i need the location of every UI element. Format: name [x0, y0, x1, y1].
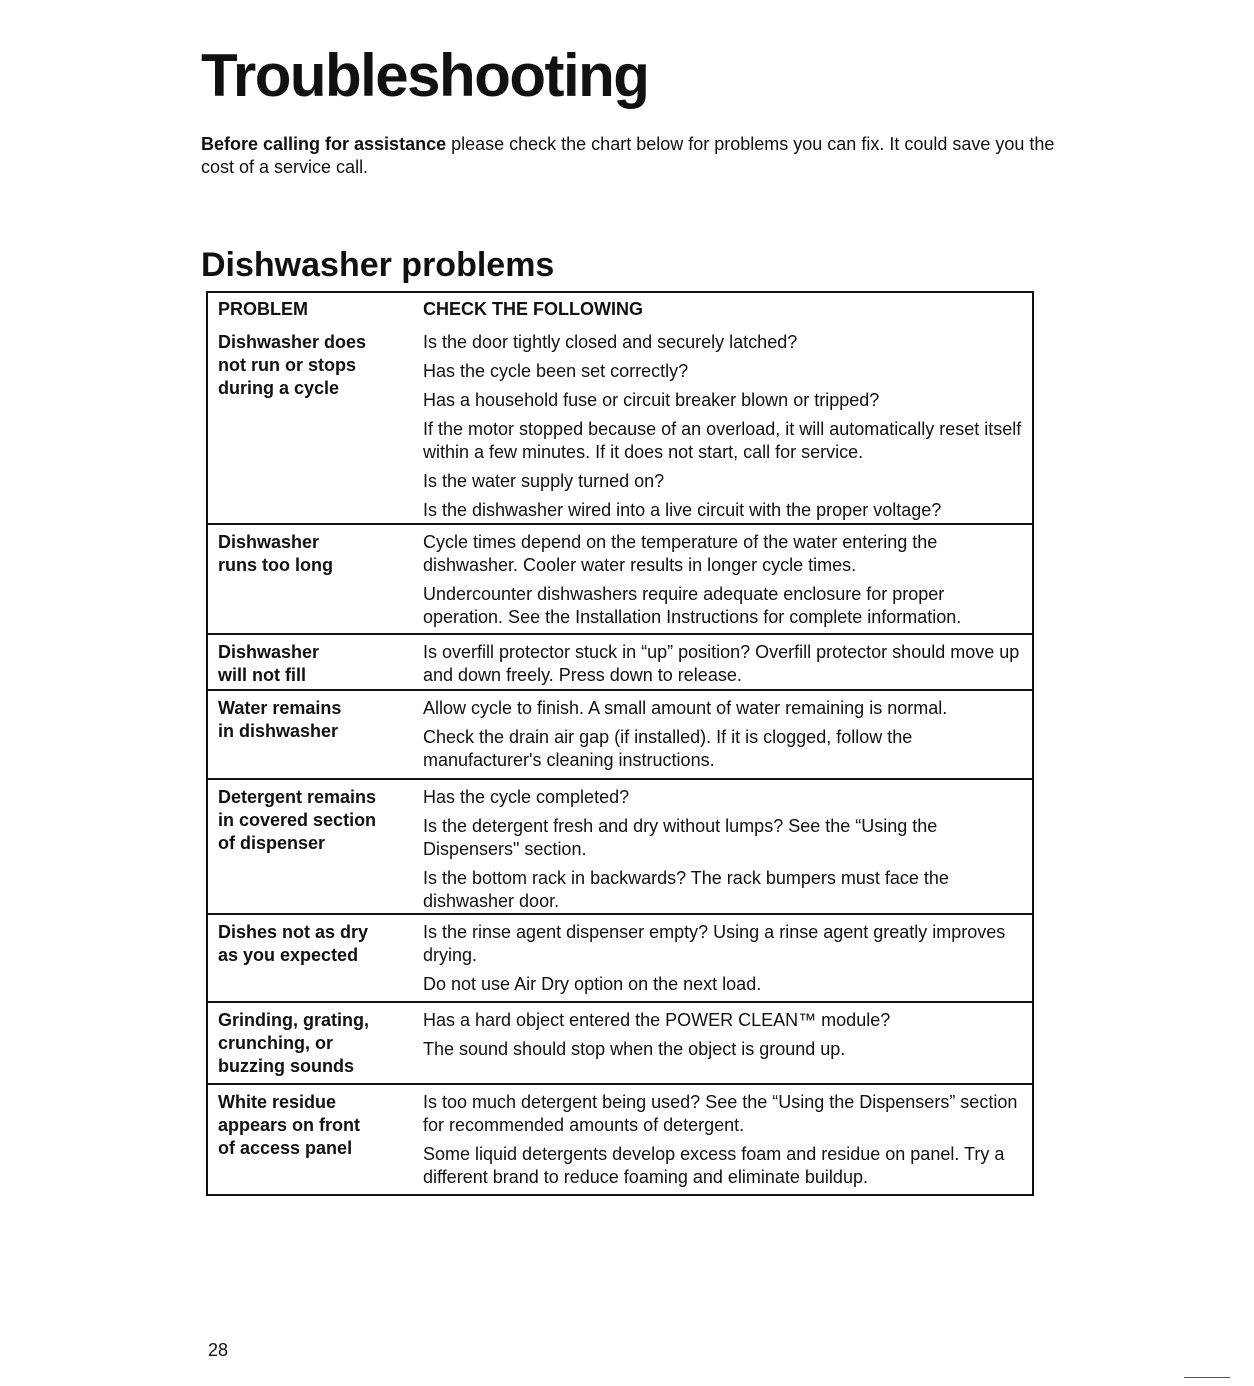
- problem-line: White residue: [218, 1092, 337, 1112]
- intro-text: please check the chart below for problems you can fix. It could save you the cost of a service call.: [201, 134, 1055, 177]
- check-cell: [413, 635, 1032, 689]
- problem-cell: [208, 691, 413, 778]
- check-item: Is the rinse agent dispenser empty? Using a rinse agent greatly improves drying.: [423, 922, 1006, 965]
- check-item: Has a household fuse or circuit breaker blown or tripped?: [423, 390, 880, 410]
- table-row: [208, 913, 1032, 1001]
- check-cell: [413, 780, 1032, 913]
- intro-paragraph: [201, 133, 1061, 179]
- problem-cell: [208, 780, 413, 913]
- table-row: [208, 523, 1032, 633]
- problem-line: in covered section: [218, 810, 377, 830]
- problem-line: Water remains: [218, 698, 342, 718]
- problem-line: as you expected: [218, 945, 359, 965]
- problem-line: Dishwasher: [218, 532, 320, 552]
- problem-cell: [208, 1003, 413, 1083]
- corner-rule: [1184, 1377, 1230, 1378]
- problem-line: Dishes not as dry: [218, 922, 369, 942]
- table-body: [208, 325, 1032, 1194]
- check-cell: [413, 1085, 1032, 1194]
- problem-line: of dispenser: [218, 833, 326, 853]
- problem-line: of access panel: [218, 1138, 353, 1158]
- section-title: Dishwasher problems: [201, 246, 555, 284]
- check-item: Has the cycle completed?: [423, 787, 630, 807]
- page-title: Troubleshooting: [201, 42, 649, 109]
- table-row: [208, 325, 1032, 523]
- header-check: CHECK THE FOLLOWING: [423, 299, 643, 319]
- problem-cell: [208, 635, 413, 689]
- problem-line: during a cycle: [218, 378, 340, 398]
- check-item: The sound should stop when the object is ground up.: [423, 1039, 846, 1059]
- check-item: Is the detergent fresh and dry without lumps? See the “Using the Dispensers" section.: [423, 816, 938, 859]
- problem-line: Grinding, grating,: [218, 1010, 369, 1030]
- table-header-row: [208, 293, 1032, 325]
- problem-line: runs too long: [218, 555, 333, 575]
- troubleshooting-table: [206, 291, 1034, 1196]
- problem-line: will not fill: [218, 665, 306, 685]
- problem-cell: [208, 915, 413, 1001]
- problem-line: Detergent remains: [218, 787, 377, 807]
- problem-line: crunching, or: [218, 1033, 334, 1053]
- table-row: [208, 1001, 1032, 1083]
- check-item: Check the drain air gap (if installed). If it is clogged, follow the manufacturer's cleaning instructions.: [423, 727, 913, 770]
- check-item: Some liquid detergents develop excess foam and residue on panel. Try a different brand to reduce foaming and eliminate buildup.: [423, 1144, 1005, 1187]
- check-item: Allow cycle to finish. A small amount of water remaining is normal.: [423, 698, 948, 718]
- check-item: Has the cycle been set correctly?: [423, 361, 689, 381]
- problem-cell: [208, 325, 413, 523]
- problem-line: Dishwasher does: [218, 332, 367, 352]
- problem-line: buzzing sounds: [218, 1056, 354, 1076]
- page-number: 28: [208, 1340, 229, 1360]
- check-cell: [413, 691, 1032, 778]
- table-row: [208, 778, 1032, 913]
- header-problem: PROBLEM: [218, 299, 308, 319]
- check-item: Is the bottom rack in backwards? The rack bumpers must face the dishwasher door.: [423, 868, 949, 911]
- check-cell: [413, 1003, 1032, 1083]
- check-cell: [413, 325, 1032, 523]
- intro-lead: Before calling for assistance: [201, 134, 447, 154]
- check-item: Cycle times depend on the temperature of the water entering the dishwasher. Cooler water results in longer cycle times.: [423, 532, 938, 575]
- check-item: If the motor stopped because of an overload, it will automatically reset itself within a few minutes. If it does not start, call for service.: [423, 419, 1022, 462]
- table-row: [208, 1083, 1032, 1194]
- check-item: Is overfill protector stuck in “up” position? Overfill protector should move up and down freely. Press down to release.: [423, 642, 1020, 685]
- check-item: Is the dishwasher wired into a live circuit with the proper voltage?: [423, 500, 942, 520]
- table-row: [208, 633, 1032, 689]
- problem-line: in dishwasher: [218, 721, 339, 741]
- table-row: [208, 689, 1032, 778]
- problem-line: Dishwasher: [218, 642, 320, 662]
- check-item: Undercounter dishwashers require adequate enclosure for proper operation. See the Installation Instructions for complete information.: [423, 584, 962, 627]
- check-item: Is the water supply turned on?: [423, 471, 665, 491]
- problem-line: not run or stops: [218, 355, 356, 375]
- check-item: Do not use Air Dry option on the next load.: [423, 974, 762, 994]
- problem-cell: [208, 525, 413, 633]
- check-item: Has a hard object entered the POWER CLEAN™ module?: [423, 1010, 891, 1030]
- problem-cell: [208, 1085, 413, 1194]
- check-item: Is the door tightly closed and securely latched?: [423, 332, 798, 352]
- check-cell: [413, 525, 1032, 633]
- problem-line: appears on front: [218, 1115, 361, 1135]
- check-item: Is too much detergent being used? See the “Using the Dispensers” section for recommended amounts of detergent.: [423, 1092, 1018, 1135]
- check-cell: [413, 915, 1032, 1001]
